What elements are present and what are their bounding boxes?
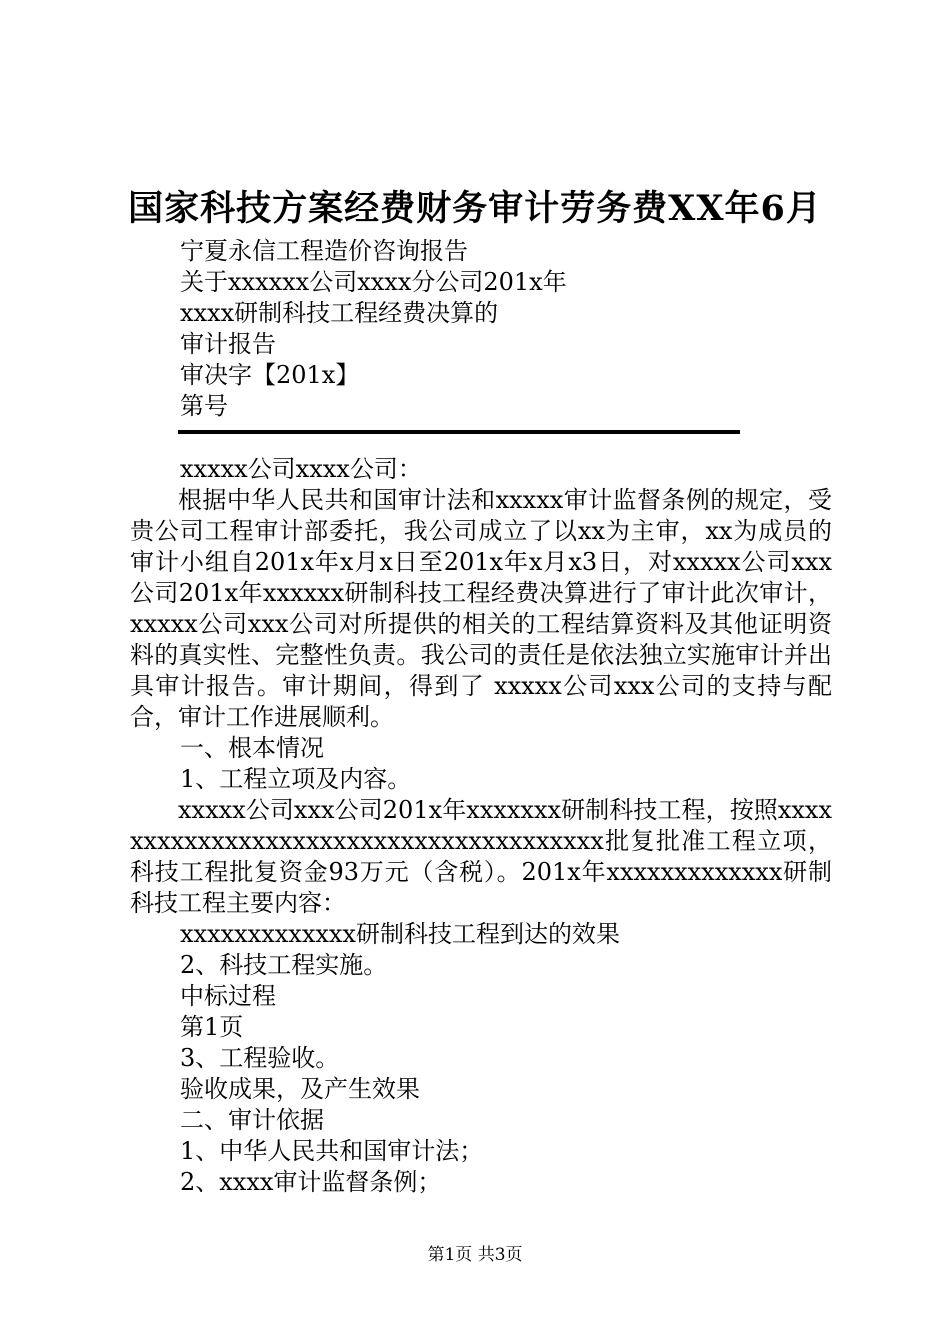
acceptance-result-line: 验收成果，及产生效果 — [180, 1075, 420, 1103]
audit-basis-item-1: 1、中华人民共和国审计法； — [180, 1137, 484, 1165]
inline-page-marker: 第1页 — [180, 1013, 244, 1041]
header-number: 第号 — [180, 392, 228, 420]
bidding-process-line: 中标过程 — [180, 982, 276, 1010]
section-heading-basic-info: 一、根本情况 — [180, 734, 324, 762]
audit-basis-item-2: 2、xxxx审计监督条例； — [180, 1168, 442, 1196]
header-subject: xxxx研制科技工程经费决算的 — [180, 299, 499, 327]
header-about: 关于xxxxxx公司xxxx分公司201x年 — [180, 268, 567, 296]
project-effect-line: xxxxxxxxxxxxx研制科技工程到达的效果 — [180, 920, 620, 948]
header-company: 宁夏永信工程造价咨询报告 — [180, 237, 468, 265]
item-heading-project-approval: 1、工程立项及内容。 — [180, 765, 412, 793]
project-approval-paragraph: xxxxx公司xxx公司201x年xxxxxxx研制科技工程，按照xxxxxxxxxxxxxxxxxxxxxxxxxxxxxxxxxxxxxxx批复批准工程立项，科技工程批复资金93万元（含税）。201x年xxxxxxxxxxxxx研制科技工程主要内容： — [130, 796, 832, 917]
header-reference: 审决字【201x】 — [180, 361, 360, 389]
document-title: 国家科技方案经费财务审计劳务费XX年6月 — [128, 188, 822, 229]
header-report-type: 审计报告 — [180, 330, 276, 358]
page-footer: 第1页 共3页 — [427, 1245, 523, 1265]
header-divider — [178, 430, 740, 434]
section-heading-audit-basis: 二、审计依据 — [180, 1106, 324, 1134]
salutation: xxxxx公司xxxx公司： — [180, 455, 422, 483]
report-body — [130, 454, 832, 1198]
intro-paragraph: 根据中华人民共和国审计法和xxxxx审计监督条例的规定，受贵公司工程审计部委托，我公司成立了以xx为主审，xx为成员的审计小组自201x年x月x日至201x年x月x3日，对xxxxx公司xxx公司201x年xxxxxx研制科技工程经费决算进行了审计此次审计，xxxxx公司xxx公司对所提供的相关的工程结算资料及其他证明资料的真实性、完整性负责。我公司的责任是依法独立实施审计并出具审计报告。审计期间，得到了 xxxxx公司xxx公司的支持与配合，审计工作进展顺利。 — [130, 486, 832, 731]
item-heading-acceptance: 3、工程验收。 — [180, 1044, 340, 1072]
report-header — [180, 236, 880, 422]
item-heading-implementation: 2、科技工程实施。 — [180, 951, 388, 979]
